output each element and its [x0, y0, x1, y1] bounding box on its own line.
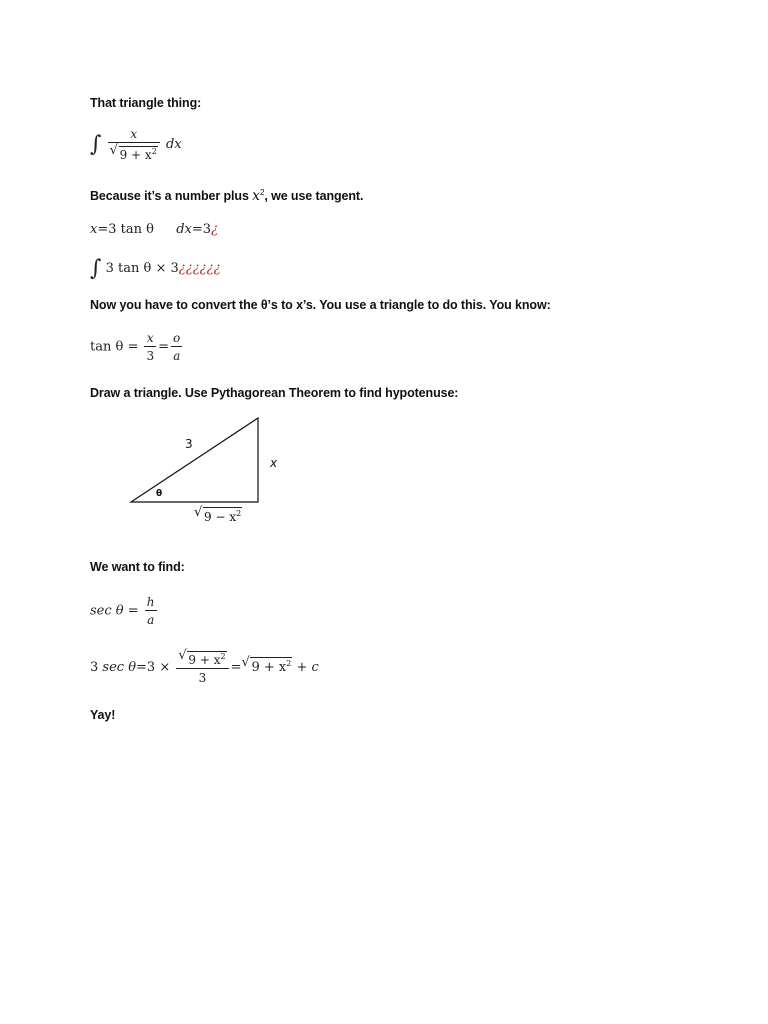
triangle-opposite-label: x	[270, 456, 278, 470]
tan-lhs: tan θ =	[90, 339, 139, 355]
final-equation	[90, 648, 319, 685]
tan-eq-sign: =	[158, 339, 170, 355]
sec-fraction	[145, 596, 157, 626]
adjacent-radicand	[203, 507, 242, 524]
final-result-exponent: 2	[286, 659, 292, 668]
final-eq1: =3 ×	[136, 660, 171, 675]
integral-substituted	[90, 256, 221, 281]
tangent-explanation	[90, 188, 363, 204]
tan-f1-num: x	[144, 332, 156, 347]
radicand-exponent: 2	[151, 147, 157, 156]
final-fraction	[176, 648, 228, 685]
sub-dx-var: dx	[176, 222, 192, 237]
integral2-error-glyphs: ¿¿¿¿¿¿	[178, 261, 221, 276]
integral-differential: dx	[165, 137, 182, 152]
final-frac-exponent: 2	[220, 652, 226, 661]
integral-expression	[90, 128, 182, 161]
sub-dx-expr: =3	[191, 222, 212, 237]
tan-fraction-2	[171, 332, 182, 362]
final-sec: sec θ	[102, 660, 137, 675]
final-result-radicand-text: 9 + x	[251, 660, 287, 675]
final-frac-num	[176, 648, 228, 669]
sec-equation	[90, 596, 159, 626]
final-frac-radicand-text: 9 + x	[188, 653, 221, 667]
final-frac-radicand	[187, 651, 226, 666]
final-tail: + c	[296, 660, 319, 675]
sub-dx-error-glyph: ¿	[211, 222, 219, 237]
integral-fraction	[108, 128, 160, 161]
tan-f2-num: o	[173, 331, 181, 345]
sec-den: a	[147, 613, 155, 627]
tangent-exponent: 2	[259, 188, 265, 197]
final-frac-radical	[178, 648, 226, 667]
radical-sign: √	[109, 143, 118, 158]
adjacent-radical-sign: √	[194, 505, 203, 520]
final-eq2: =	[230, 660, 242, 675]
tan-f1-den: 3	[146, 349, 155, 363]
draw-triangle-instruction: Draw a triangle. Use Pythagorean Theorem to find hypotenuse:	[90, 386, 459, 400]
tangent-prefix: Because it’s a number plus	[90, 189, 253, 203]
page-title: That triangle thing:	[90, 96, 202, 110]
tan-f2-den: a	[173, 349, 181, 363]
triangle-angle-label: θ	[156, 489, 163, 499]
integral-denominator	[108, 143, 160, 161]
sub-x-var: x	[90, 222, 98, 237]
adjacent-radical	[194, 507, 242, 524]
integral-radical	[109, 143, 158, 162]
triangle-adjacent-label	[194, 507, 242, 524]
yay-text: Yay!	[90, 708, 116, 722]
tangent-suffix: , we use tangent.	[264, 189, 364, 203]
integral2-sign: ∫	[90, 256, 102, 281]
integral-sign: ∫	[90, 132, 102, 157]
integral-numerator: x	[108, 128, 160, 143]
radicand-text: 9 + x	[119, 148, 152, 162]
final-result-radical	[241, 657, 292, 675]
final-coef: 3	[90, 660, 99, 675]
triangle-hypotenuse-label: 3	[185, 437, 193, 451]
adjacent-radicand-text: 9 − x	[204, 510, 237, 524]
integral2-expr: 3 tan θ × 3	[105, 261, 179, 276]
final-frac-radical-sign: √	[178, 648, 187, 663]
final-result-radicand	[250, 657, 292, 675]
substitution-line	[90, 222, 218, 237]
want-to-find-text: We want to find:	[90, 560, 185, 574]
sub-x-expr: =3 tan θ	[97, 222, 154, 237]
final-result-radical-sign: √	[241, 655, 250, 670]
sec-num: h	[146, 595, 155, 609]
convert-explanation: Now you have to convert the θ’s to x’s. You use a triangle to do this. You know:	[90, 298, 551, 312]
right-triangle-shape	[131, 418, 258, 502]
adjacent-exponent: 2	[236, 509, 242, 518]
tan-fraction-1	[144, 332, 156, 362]
integral-radicand	[119, 146, 158, 161]
sec-lhs: sec θ =	[90, 603, 139, 619]
tangent-var: x	[252, 188, 260, 204]
final-frac-den: 3	[198, 671, 207, 685]
tan-equation	[90, 332, 184, 362]
